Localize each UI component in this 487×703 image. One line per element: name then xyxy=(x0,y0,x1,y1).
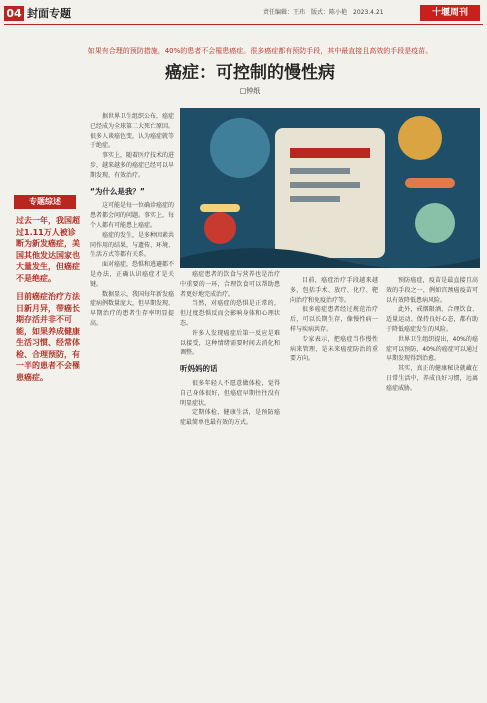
sidebar-text xyxy=(16,215,82,390)
subheading: “为什么是我？” xyxy=(90,186,145,196)
paragraph: 很多年轻人不愿意做体检，觉得自己身体很好，但癌症早期往往没有明显症状。 xyxy=(180,379,280,407)
paragraph: 预防癌症，疫苗是最直接且高效的手段之一，例如宫颈癌疫苗可以有效降低患病风险。 xyxy=(386,277,478,304)
paragraph: 其实，真正的健康秘诀就藏在日常生活中，养成良好习惯，远离癌症威胁。 xyxy=(386,365,478,392)
paragraph: 世界卫生组织提出，40%的癌症可以预防，40%的癌症可以通过早期发现得到治愈。 xyxy=(386,335,478,363)
paragraph: 事实上，随着医疗技术的进步，越来越多的癌症已经可以早期发现、有效治疗。 xyxy=(90,152,174,179)
page-header xyxy=(0,0,487,26)
article-illustration xyxy=(180,108,480,268)
article-lede: 如果有合理的预防措施，40%的患者不会罹患癌症。很多癌症都有预防手段，其中最直接且高效的手段是疫苗。 xyxy=(87,47,433,55)
paragraph: 这可能是每一位确诊癌症的患者都会问的问题。事实上，每个人都有可能患上癌症。 xyxy=(90,202,174,229)
paragraph: 定期体检、健康生活，是预防癌症最简单也最有效的方式。 xyxy=(180,409,280,427)
section-title: 封面专题 xyxy=(27,7,71,20)
paragraph: 很多癌症患者经过规范治疗后，可以长期生存，像慢性病一样与疾病共存。 xyxy=(290,306,378,333)
paragraph: 专家表示，把癌症当作慢性病来管理，是未来癌症防治的重要方向。 xyxy=(290,335,378,363)
paragraph: 据世界卫生组织公布，癌症已经成为全球第二大死亡原因。很多人谈癌色变，认为癌症就等于绝症。 xyxy=(90,113,174,150)
article-column-1 xyxy=(90,112,174,692)
paragraph: 许多人发现癌症后第一反应是难以接受，这种情绪需要时间去消化和调整。 xyxy=(180,329,280,357)
paragraph: 此外，戒烟限酒、合理饮食、适量运动、保持良好心态，都有助于降低癌症发生的风险。 xyxy=(386,306,478,333)
article-column-3 xyxy=(290,276,378,692)
sidebar-tag: 专题综述 xyxy=(14,195,76,209)
article-byline: □钟纸 xyxy=(239,87,261,95)
paragraph: 数据显示，我国每年新发癌症病例数量庞大，但早期发现、早期治疗的患者生存率明显提高。 xyxy=(90,290,174,327)
editor-meta: 责任编辑：王玮 版式：陈小艳 2023.4.21 xyxy=(263,9,384,16)
header-rule xyxy=(4,24,483,25)
sidebar-paragraph: 目前癌症治疗方法日新月异，带癌长期存活并非不可能，如果养成健康生活习惯、经常体检、合理预防，有一半的患者不会罹患癌症。 xyxy=(16,292,80,382)
subheading: 听妈妈的话 xyxy=(180,364,218,374)
page-number: 04 xyxy=(4,6,24,21)
article-title: 癌症：可控制的慢性病 xyxy=(165,63,335,83)
article-column-2 xyxy=(180,270,280,692)
paragraph: 当然，对癌症的恐惧是正常的，但过度恐惧反而会影响身体和心理状态。 xyxy=(180,300,280,327)
sidebar-summary xyxy=(14,195,84,382)
article-column-4 xyxy=(386,276,478,692)
paragraph: 目前，癌症治疗手段越来越多，包括手术、放疗、化疗、靶向治疗和免疫治疗等。 xyxy=(290,277,378,304)
paragraph: 癌症患者的饮食与营养也是治疗中重要的一环，合理饮食可以帮助患者更好地完成治疗。 xyxy=(180,271,280,298)
paragraph: 面对癌症，恐惧和逃避都不是办法，正确认识癌症才是关键。 xyxy=(90,261,174,288)
newspaper-brand: 十堰周刊 xyxy=(420,5,480,21)
sidebar-paragraph: 过去一年，我国超过1.11万人被诊断为新发癌症，美国其他发达国家也大量发生，但癌症不是绝症。 xyxy=(16,216,80,283)
paragraph: 癌症的发生，是多种因素共同作用的结果，与遗传、环境、生活方式等都有关系。 xyxy=(90,231,174,259)
